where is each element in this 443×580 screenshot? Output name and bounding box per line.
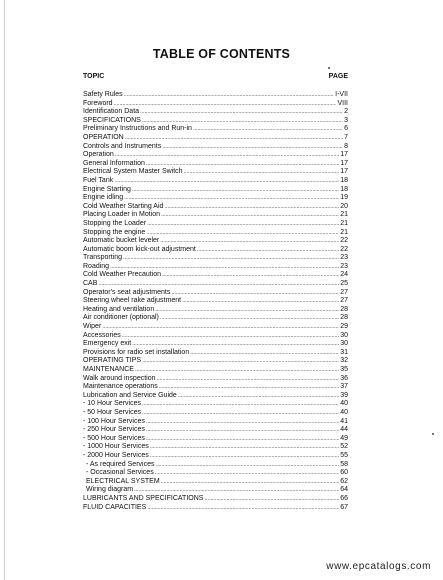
toc-entry-page: 21 — [340, 228, 348, 236]
toc-entry-label: - 1000 Hour Services — [83, 443, 149, 451]
toc-leader-dots — [142, 357, 339, 366]
toc-leader-dots — [140, 108, 343, 117]
toc-entry — [83, 100, 348, 109]
toc-leader-dots — [164, 203, 339, 212]
toc-entry-label: - 100 Hour Services — [83, 417, 145, 425]
toc-entry-page: 22 — [340, 237, 348, 245]
toc-leader-dots — [102, 323, 339, 332]
toc-entry-label: Emergency exit — [83, 340, 132, 348]
toc-entry-page: 30 — [340, 331, 348, 339]
toc-entry-page: 35 — [340, 366, 348, 373]
toc-entry-label: Controls and Instruments — [83, 142, 162, 150]
toc-leader-dots — [182, 297, 339, 306]
toc-entry-page: 27 — [340, 297, 348, 305]
toc-leader-dots — [124, 91, 334, 100]
toc-entry-page: 20 — [340, 202, 348, 210]
toc-leader-dots — [146, 418, 339, 427]
toc-entry — [83, 349, 348, 358]
toc-list — [83, 91, 348, 512]
toc-entry — [83, 160, 348, 169]
toc-entry — [83, 297, 348, 306]
toc-entry — [83, 332, 348, 341]
toc-entry-page: 19 — [340, 194, 348, 202]
toc-entry-label: - 250 Hour Services — [83, 426, 145, 434]
toc-entry-label: Air conditioner (optional) — [83, 314, 159, 322]
toc-entry — [83, 495, 348, 504]
toc-entry — [83, 211, 348, 220]
toc-entry-page: 28 — [340, 314, 348, 322]
toc-entry-label: OPERATION — [83, 133, 124, 141]
page-column-header: PAGE — [328, 73, 348, 80]
toc-entry — [83, 151, 348, 160]
toc-leader-dots — [146, 229, 339, 238]
toc-leader-dots — [142, 117, 343, 126]
toc-entry-page: 3 — [344, 116, 348, 124]
toc-entry-label: Steering wheel rake adjustment — [83, 297, 182, 305]
toc-leader-dots — [110, 263, 339, 272]
toc-entry — [83, 289, 348, 298]
toc-entry-page: 21 — [340, 211, 348, 219]
toc-entry-label: Fuel Tank — [83, 176, 114, 184]
page-edge — [4, 0, 5, 580]
toc-entry — [83, 237, 348, 246]
toc-entry-label: Preliminary Instructions and Run-in — [83, 125, 192, 133]
toc-entry-page: 36 — [340, 374, 348, 382]
toc-entry — [83, 134, 348, 143]
toc-entry-label: Cold Weather Precaution — [83, 271, 162, 279]
toc-entry-page: 17 — [340, 151, 348, 159]
toc-entry-page: 40 — [340, 408, 348, 416]
toc-entry-label: Automatic bucket leveler — [83, 237, 160, 245]
toc-entry-page: 60 — [340, 469, 348, 477]
toc-entry-page: 6 — [344, 125, 348, 133]
toc-entry — [83, 486, 348, 495]
toc-entry-label: LUBRICANTS AND SPECIFICATIONS — [83, 494, 204, 502]
toc-entry-label: Lubrication and Service Guide — [83, 391, 177, 399]
toc-entry-page: 62 — [340, 477, 348, 485]
toc-leader-dots — [193, 125, 343, 134]
toc-entry — [83, 263, 348, 272]
toc-entry-label: Transporting — [83, 254, 123, 262]
toc-leader-dots — [134, 486, 339, 495]
toc-entry-label: - Occasional Services — [86, 469, 154, 477]
toc-entry — [83, 366, 348, 375]
toc-entry — [83, 168, 348, 177]
toc-entry-page: I-VII — [335, 91, 348, 98]
toc-leader-dots — [184, 168, 340, 177]
toc-entry-label: Stopping the Loader — [83, 219, 147, 227]
toc-leader-dots — [132, 186, 339, 195]
toc-entry-page: 7 — [344, 133, 348, 141]
toc-leader-dots — [115, 151, 339, 160]
toc-entry-page: 31 — [340, 348, 348, 356]
toc-entry-page: 24 — [340, 271, 348, 279]
toc-entry-label: OPERATING TIPS — [83, 357, 142, 365]
toc-entry — [83, 194, 348, 203]
toc-entry — [83, 340, 348, 349]
toc-entry-label: Electrical System Master Switch — [83, 168, 183, 176]
toc-entry-page: 40 — [340, 400, 348, 408]
toc-entry-label: Safety Rules — [83, 91, 123, 98]
toc-entry-label: ELECTRICAL SYSTEM — [86, 477, 160, 485]
topic-column-header: TOPIC — [83, 73, 105, 80]
toc-entry-page: 17 — [340, 168, 348, 176]
toc-leader-dots — [146, 435, 339, 444]
toc-entry — [83, 469, 348, 478]
toc-leader-dots — [155, 306, 339, 315]
scan-speck — [328, 67, 330, 69]
toc-entry-page: 25 — [340, 280, 348, 288]
toc-entry — [83, 254, 348, 263]
toc-entry-page: 41 — [340, 417, 348, 425]
toc-entry-page: 58 — [340, 460, 348, 468]
toc-entry-page: 27 — [340, 288, 348, 296]
toc-leader-dots — [162, 143, 343, 152]
toc-entry — [83, 229, 348, 238]
toc-entry-label: MAINTENANCE — [83, 366, 134, 373]
toc-entry — [83, 280, 348, 289]
toc-leader-dots — [150, 443, 339, 452]
toc-entry-label: Engine idling — [83, 194, 124, 202]
toc-leader-dots — [171, 289, 339, 298]
toc-entry-page: 18 — [340, 176, 348, 184]
toc-entry-page: 2 — [344, 108, 348, 116]
toc-entry-page: 17 — [340, 159, 348, 167]
toc-leader-dots — [114, 177, 339, 186]
toc-leader-dots — [160, 237, 339, 246]
toc-entry-label: Accessories — [83, 331, 121, 339]
toc-leader-dots — [135, 366, 339, 375]
toc-leader-dots — [197, 246, 339, 255]
toc-entry — [83, 478, 348, 487]
toc-leader-dots — [124, 194, 339, 203]
toc-leader-dots — [122, 332, 339, 341]
toc-entry — [83, 461, 348, 470]
toc-leader-dots — [147, 504, 339, 513]
page-title: TABLE OF CONTENTS — [152, 47, 291, 61]
toc-leader-dots — [160, 314, 339, 323]
toc-entry-page: 30 — [340, 340, 348, 348]
toc-entry-page: 39 — [340, 391, 348, 399]
toc-entry — [83, 392, 348, 401]
toc-entry — [83, 91, 348, 100]
toc-leader-dots — [178, 392, 339, 401]
toc-entry-page: VIII — [337, 99, 348, 107]
toc-entry — [83, 435, 348, 444]
toc-entry-label: Wiring diagram — [86, 486, 134, 494]
toc-entry-page: 18 — [340, 185, 348, 193]
toc-entry — [83, 443, 348, 452]
toc-entry — [83, 108, 348, 117]
toc-leader-dots — [132, 340, 339, 349]
toc-entry-page: 23 — [340, 254, 348, 262]
toc-entry-page: 64 — [340, 486, 348, 494]
toc-entry-page: 8 — [344, 142, 348, 150]
toc-entry-label: Operator's seat adjustments — [83, 288, 171, 296]
toc-entry-label: Placing Loader in Motion — [83, 211, 161, 219]
toc-leader-dots — [98, 280, 339, 289]
watermark-text: www.epcatalogs.com — [326, 561, 431, 572]
toc-entry — [83, 220, 348, 229]
toc-entry-label: Operation — [83, 151, 114, 159]
toc-leader-dots — [142, 409, 339, 418]
toc-entry — [83, 383, 348, 392]
toc-entry — [83, 314, 348, 323]
toc-entry — [83, 426, 348, 435]
toc-entry-label: Automatic boom kick-out adjustment — [83, 245, 196, 253]
toc-entry — [83, 117, 348, 126]
toc-entry — [83, 504, 348, 513]
toc-leader-dots — [114, 100, 337, 109]
toc-entry-page: 67 — [340, 503, 348, 511]
toc-entry-label: FLUID CAPACITIES — [83, 503, 147, 511]
toc-entry-page: 32 — [340, 357, 348, 365]
toc-entry-page: 23 — [340, 262, 348, 270]
toc-entry-label: - 50 Hour Services — [83, 408, 141, 416]
toc-entry-page: 21 — [340, 219, 348, 227]
toc-entry-label: - 2000 Hour Services — [83, 451, 149, 459]
toc-entry — [83, 306, 348, 315]
toc-entry — [83, 125, 348, 134]
toc-entry-label: Cold Weather Starting Aid — [83, 202, 164, 210]
toc-entry-label: Provisions for radio set installation — [83, 348, 190, 356]
toc-entry-label: Roading — [83, 262, 110, 270]
toc-leader-dots — [123, 254, 339, 263]
toc-entry-label: General Information — [83, 159, 145, 167]
toc-entry — [83, 186, 348, 195]
toc-entry-label: Wiper — [83, 323, 102, 331]
toc-entry-page: 29 — [340, 323, 348, 331]
toc-entry-label: - 500 Hour Services — [83, 434, 145, 442]
toc-entry-page: 66 — [340, 494, 348, 502]
toc-entry — [83, 246, 348, 255]
toc-entry-page: 55 — [340, 451, 348, 459]
toc-entry — [83, 357, 348, 366]
toc-leader-dots — [155, 469, 340, 478]
toc-leader-dots — [125, 134, 343, 143]
toc-entry-label: - As required Services — [86, 460, 155, 468]
toc-leader-dots — [155, 461, 339, 470]
toc-leader-dots — [204, 495, 339, 504]
toc-entry-label: SPECIFICATIONS — [83, 116, 141, 124]
toc-leader-dots — [147, 220, 339, 229]
toc-entry-label: Identification Data — [83, 108, 140, 116]
toc-entry-label: Engine Starting — [83, 185, 131, 193]
toc-entry-label: - 10 Hour Services — [83, 400, 141, 408]
toc-entry-page: 52 — [340, 443, 348, 451]
toc-leader-dots — [162, 271, 339, 280]
toc-entry — [83, 177, 348, 186]
toc-entry-page: 28 — [340, 305, 348, 313]
toc-entry — [83, 271, 348, 280]
toc-entry — [83, 375, 348, 384]
toc-leader-dots — [157, 375, 340, 384]
toc-entry-page: 49 — [340, 434, 348, 442]
toc-leader-dots — [142, 400, 339, 409]
toc-leader-dots — [146, 160, 339, 169]
toc-entry-label: Maintenance operations — [83, 383, 158, 391]
toc-entry — [83, 409, 348, 418]
toc-entry — [83, 418, 348, 427]
toc-leader-dots — [150, 452, 339, 461]
toc-leader-dots — [159, 383, 339, 392]
toc-entry-page: 37 — [340, 383, 348, 391]
toc-entry-page: 22 — [340, 245, 348, 253]
toc-entry — [83, 323, 348, 332]
toc-entry-label: Heating and ventilation — [83, 305, 155, 313]
toc-entry-label: CAB — [83, 280, 98, 288]
toc-entry — [83, 400, 348, 409]
toc-leader-dots — [190, 349, 339, 358]
toc-leader-dots — [161, 211, 339, 220]
toc-entry — [83, 452, 348, 461]
toc-entry — [83, 203, 348, 212]
scan-speck — [432, 433, 434, 435]
toc-entry-label: Walk around inspection — [83, 374, 156, 382]
toc-entry-label: Stopping the engine — [83, 228, 146, 236]
toc-entry-page: 44 — [340, 426, 348, 434]
toc-entry — [83, 143, 348, 152]
toc-entry-label: Foreword — [83, 99, 113, 107]
toc-leader-dots — [161, 478, 340, 487]
toc-leader-dots — [146, 426, 339, 435]
